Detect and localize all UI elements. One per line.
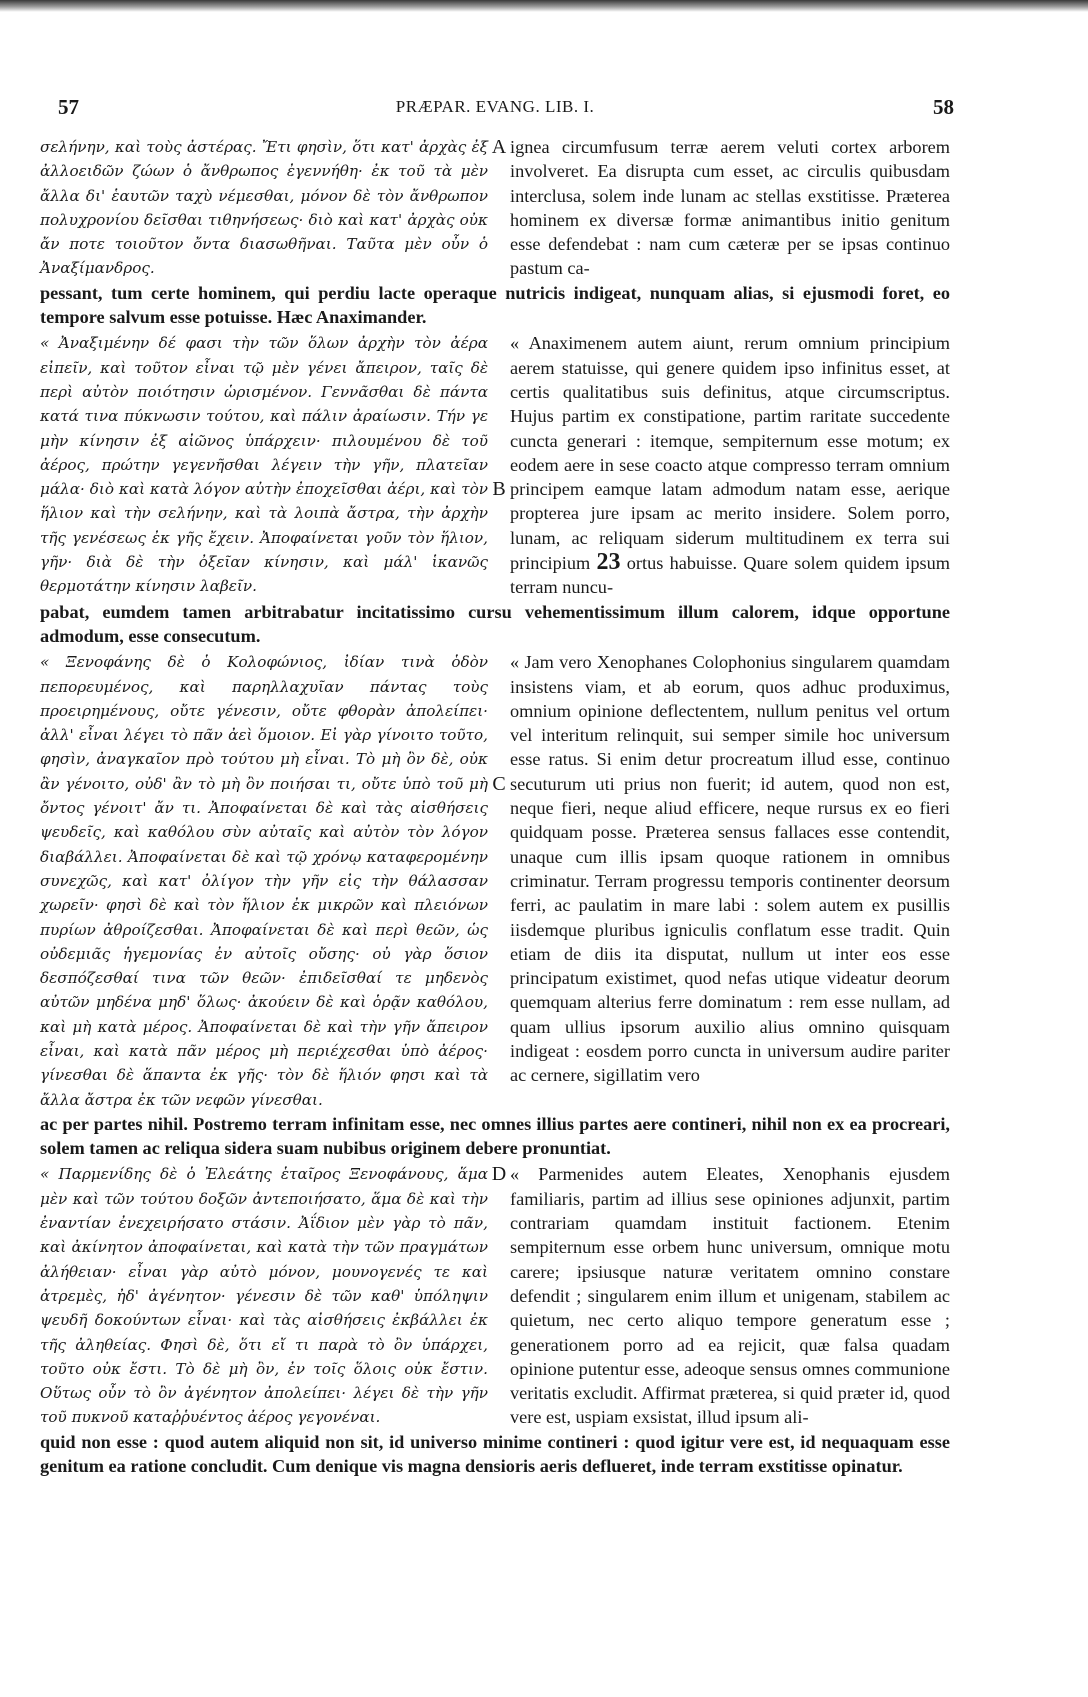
section-marker-a: A <box>491 136 507 158</box>
greek-column: « Ἀναξιμένην δέ φασι τὴν τῶν ὅλων ἀρχὴν τὸν ἀέρα εἰπεῖν, καὶ τοῦτον εἶναι τῷ μὲν γένει ἄπειρον, ταῖς δὲ περὶ αὐτὸν ποιότησιν ὡρισμένον. Γεννᾶσθαι δὲ πάντα κατά τινα πύκνωσιν τούτου, καὶ πάλιν ἀραίωσιν. Τήν γε μὴν κίνησιν ἐξ αἰῶνος ὑπάρχειν· πιλουμένου δὲ τοῦ ἀέρος, πρώτην γεγενῆσθαι λέγειν τὴν γῆν, πλατεῖαν μάλα· διὸ καὶ κατὰ λόγον αὐτὴν ἐποχεῖσθαι ἀέρι, καὶ τὸν ἥλιον καὶ τὴν σελήνην, καὶ τὰ λοιπὰ ἄστρα, τὴν ἀρχὴν τῆς γενέσεως ἐκ γῆς ἔχειν. Ἀποφαίνεται γοῦν τὸν ἥλιον, γῆν· διὰ δὲ τὴν ὀξεῖαν κίνησιν, καὶ μάλ' ἱκανῶς θερμοτάτην κίνησιν λαβεῖν. <box>40 334 488 596</box>
latin-column <box>510 331 950 599</box>
latin-column: « Jam vero Xenophanes Colophonius singularem quamdam insistens viam, et ab eorum, quos adhuc produximus, omnium opinione deflectentem, nullum penitus vel ortum vel interitum relinquit, sui semper simile hoc universum esse ratus. Si enim detur procreatum illud esse, continuo secuturum uti prius non fuerit; id autem, quod non est, neque fieri, neque aliud efficere, neque rursus ex eo fieri quidquam posse. Præterea sensus fallaces esse contendit, unaque cum illis ipsam quoque rationem in omnibus criminatur. Terram progressu temporis continenter deorsum ferri, ac paulatim in mare labi : solem autem ex pusillis iisdemque pluribus igniculis conflatum esse tradit. Quin etiam de diis ita disputat, nullum ut inter eos esse principatum existimet, quod nefas utique videatur deorum quemquam alterius ferre dominatum : rem esse nullam, ad quam ullius ipsorum auxilio alius omnino quisquam indigeat : eosdem porro cuncta in universum audire pariter ac cernere, sigillatim vero <box>510 652 950 1086</box>
running-head: PRÆPAR. EVANG. LIB. I. <box>395 97 595 116</box>
latin-column: « Parmenides autem Eleates, Xenophanis ejusdem familiaris, partim ad illius sese opiniones adjunxit, partim contrariam quamdam instituit factionem. Etenim sempiternum esse orbem hunc universum, omnique motu carere; ipsiusque naturæ veritatem omnino constare defendit ; singularem enim illum et unigenam, stabilem ac quietum, nec certo aliquo tempore generatum esse ; generationem porro ad ea rejicit, quæ falsa quadam opinione putentur esse, adeoque sensus omnes communione veritatis excludit. Affirmat præterea, si quid præter id, quod vere est, uspiam exsistat, illud ipsum ali- <box>510 1164 950 1428</box>
latin-continuation: pabat, eumdem tamen arbitrabatur incitatissimo cursu vehementissimum illum calorem, idque opportune admodum, esse consecutum. <box>40 601 950 646</box>
page-header <box>40 95 954 135</box>
greek-column: « Ξενοφάνης δὲ ὁ Κολοφώνιος, ἰδίαν τινὰ ὁδὸν πεπορευμένος, καὶ παρηλλαχυῖαν πάντας τοὺς προειρημένους, οὔτε γένεσιν, οὔτε φθορὰν ἀπολείπει· ἀλλ' εἶναι λέγει τὸ πᾶν ἀεὶ ὅμοιον. Εἰ γὰρ γίνοιτο τοῦτο, φησὶν, ἀναγκαῖον πρὸ τούτου μὴ εἶναι. Τὸ μὴ ὂν δὲ, οὐκ ἂν γένοιτο, οὐδ' ἂν τὸ μὴ ὂν ποιήσαι τι, οὔτε ὑπὸ τοῦ μὴ ὄντος γένοιτ' ἄν τι. Ἀποφαίνεται δὲ καὶ τὰς αἰσθήσεις ψευδεῖς, καὶ καθόλου σὺν αὐταῖς καὶ αὐτὸν τὸν λόγον διαβάλλει. Ἀποφαίνεται δὲ καὶ τῷ χρόνῳ καταφερομένην συνεχῶς, καὶ κατ' ὀλίγον τὴν γῆν εἰς τὴν θάλασσαν χωρεῖν· φησὶ δὲ καὶ τὸν ἥλιον ἐκ μικρῶν καὶ πλειόνων πυρίων ἀθροίζεσθαι. Ἀποφαίνεται δὲ καὶ περὶ θεῶν, ὡς οὐδεμιᾶς ἡγεμονίας ἐν αὐτοῖς οὔσης· οὐ γὰρ ὅσιον δεσπόζεσθαί τινα τῶν θεῶν· ἐπιδεῖσθαί τε μηδενὸς αὐτῶν μηδένα μηδ' ὅλως· ἀκούειν δὲ καὶ ὁρᾷν καθόλου, καὶ μὴ κατὰ μέρος. Ἀποφαίνεται δὲ καὶ τὴν γῆν ἄπειρον εἶναι, καὶ κατὰ πᾶν μέρος μὴ περιέχεσθαι ὑπὸ ἀέρος· γίνεσθαι δὲ ἅπαντα ἐκ γῆς· τὸν δὲ ἥλιόν φησι καὶ τὰ ἄλλα ἄστρα ἐκ τῶν νεφῶν γίνεσθαι. <box>40 653 488 1109</box>
section-parmenides <box>40 1162 950 1478</box>
latin-text: « Anaximenem autem aiunt, rerum omnium principium aerem statuisse, qui genere quidem ipso infinitus esset, at certis qualitatibus suis definitus, atque circumscriptus. Hujus partim ex constipatione, partim raritate succedente cuncta generari : itemque, sempiternum esse motum; ex eodem aere in sese coacto atque compresso terram omnium principem eamque latam admodum natam esse, aerique propterea jure ipsam ac merito insidere. Solem porro, lunam, ac reliquam siderum multitudinem ex terra sui principium <box>510 333 950 574</box>
latin-continuation: quid non esse : quod autem aliquid non sit, id universo minime contineri : quod igitur vere est, id nequaquam esse genitum ea ratione concludit. Cum denique vis magna densioris aeris deflueret, inde terram exstitisse opinatur. <box>40 1431 950 1477</box>
page-number-left: 57 <box>58 95 79 119</box>
section-marker-c: C <box>492 772 506 795</box>
signature-mark: 23 <box>596 549 621 576</box>
book-page <box>40 95 954 1478</box>
latin-continuation: ac per partes nihil. Postremo terram infinitam esse, nec omnes illius partes aere contineri, nihil non ex ea procreari, solem tamen ac reliqua sidera suam nubibus originem debere pronuntiat. <box>40 1113 950 1159</box>
section-marker-b: B <box>492 478 506 501</box>
greek-column: σελήνην, καὶ τοὺς ἀστέρας. Ἔτι φησὶν, ὅτι κατ' ἀρχὰς ἐξ ἀλλοειδῶν ζώων ὁ ἄνθρωπος ἐγεννήθη· ἐκ τοῦ τὰ μὲν ἄλλα δι' ἑαυτῶν ταχὺ νέμεσθαι, μόνον δὲ τὸν ἄνθρωπον πολυχρονίου δεῖσθαι τιθηνήσεως· διὸ καὶ κατ' ἀρχὰς οὐκ ἄν ποτε τοιοῦτον ὄντα διασωθῆναι. Ταῦτα μὲν οὖν ὁ Ἀναξίμανδρος. <box>40 138 488 278</box>
greek-column: « Παρμενίδης δὲ ὁ Ἐλεάτης ἑταῖρος Ξενοφάνους, ἅμα μὲν καὶ τῶν τούτου δοξῶν ἀντεποιήσατο, ἅμα δὲ καὶ τὴν ἐναντίαν ἐνεχειρήσατο στάσιν. Ἀΐδιον μὲν γὰρ τὸ πᾶν, καὶ ἀκίνητον ἀποφαίνεται, καὶ κατὰ τὴν τῶν πραγμάτων ἀλήθειαν· εἶναι γὰρ αὐτὸ μόνον, μουνογενές τε καὶ ἀτρεμὲς, ἠδ' ἀγένητον· γένεσιν δὲ τῶν καθ' ὑπόληψιν ψευδῆ δοκούντων εἶναι· καὶ τὰς αἰσθήσεις ἐκβάλλει ἐκ τῆς ἀληθείας. Φησὶ δὲ, ὅτι εἴ τι παρὰ τὸ ὂν ὑπάρχει, τοῦτο οὐκ ἔστι. Τὸ δὲ μὴ ὂν, ἐν τοῖς ὅλοις οὐκ ἔστιν. Οὕτως οὖν τὸ ὂν ἀγένητον ἀπολείπει· λέγει δὲ τὴν γῆν τοῦ πυκνοῦ καταῤῥυέντος ἀέρος γεγονέναι. <box>40 1165 488 1427</box>
latin-column: ignea circumfusum terræ aerem veluti cortex arborem involveret. Ea disrupta cum esset, ac circulis quibusdam interclusa, solem inde lunam ac stellas exstitisse. Præterea hominem ex diversæ formæ animantibus initio genitum esse defendebat : nam cum cæteræ per se ipsas continuo pastum ca- <box>510 137 950 279</box>
scan-edge <box>0 0 1088 12</box>
latin-text-end: ortus habuisse. Quare solem quidem ipsum terram nuncu- <box>510 553 950 598</box>
section-anaximander <box>40 135 950 329</box>
latin-continuation: pessant, tum certe hominem, qui perdiu lacte operaque nutricis indigeat, nunquam alias, si ejusmodi foret, eo tempore salvum esse potuisse. Hæc Anaximander. <box>40 282 950 328</box>
section-anaximenes <box>40 331 950 648</box>
section-xenophanes <box>40 650 950 1160</box>
section-marker-d: D <box>491 1163 507 1186</box>
page-number-right: 58 <box>933 95 954 119</box>
